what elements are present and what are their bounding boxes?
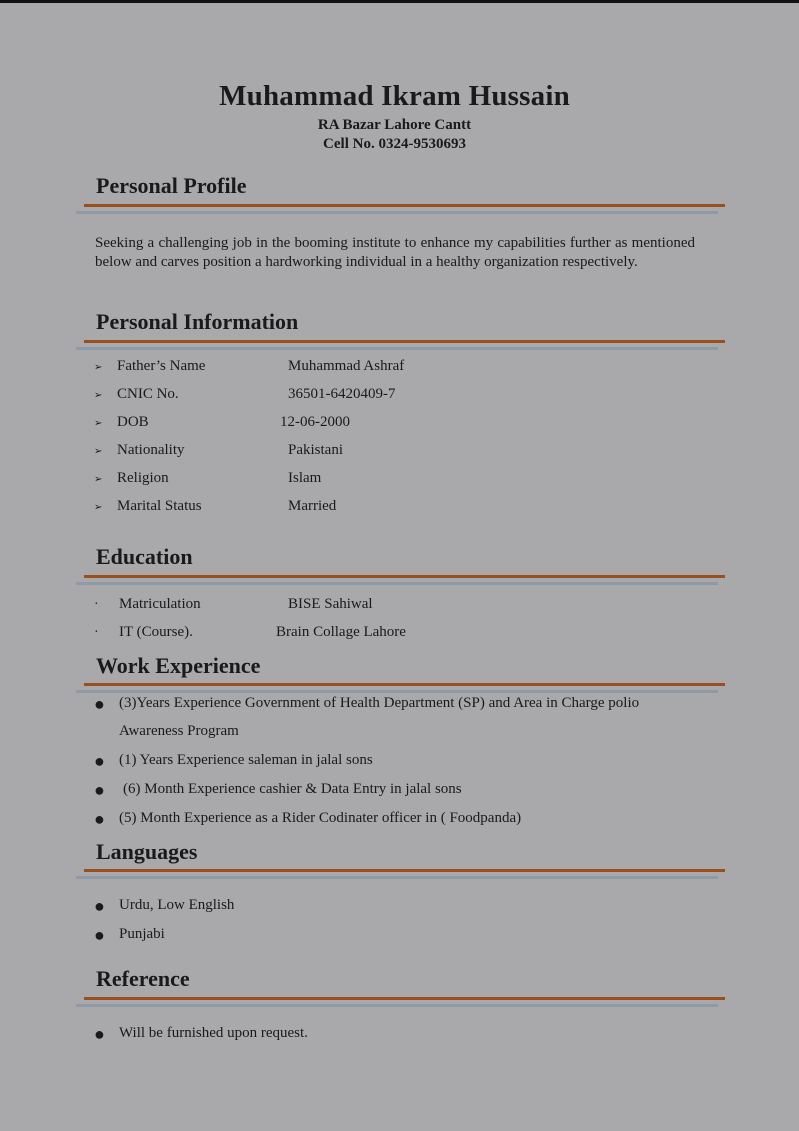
work-item-4 <box>0 810 799 830</box>
arrow-bullet-icon: ➢ <box>94 502 103 513</box>
section-rule-orange <box>84 869 725 872</box>
arrow-bullet-icon: ➢ <box>94 390 103 401</box>
info-value: Married <box>288 498 337 514</box>
section-rule-orange <box>84 204 725 207</box>
work-item-text: (3)Years Experience Government of Health Department (SP) and Area in Charge polio <box>119 695 640 711</box>
section-rule-orange <box>84 340 725 343</box>
reference-text: Will be furnished upon request. <box>119 1025 308 1041</box>
arrow-bullet-icon: ➢ <box>94 474 103 485</box>
education-row-matriculation <box>0 596 799 616</box>
language-item <box>0 897 799 917</box>
profile-summary: Seeking a challenging job in the booming institute to enhance my capabilities further as mentioned below and carves position a hardworking individual in a healthy organization respectively. <box>95 235 695 270</box>
section-heading-personal-information: Personal Information <box>96 309 299 334</box>
bullet-icon: ● <box>94 896 105 916</box>
small-dot-bullet-icon: · <box>94 625 99 640</box>
info-row-fathers-name <box>0 358 799 378</box>
info-value: 12-06-2000 <box>280 414 350 430</box>
applicant-name: Muhammad Ikram Hussain <box>219 80 570 112</box>
info-label: Religion <box>117 470 169 486</box>
info-label: DOB <box>117 414 149 430</box>
language-text: Urdu, Low English <box>119 897 235 913</box>
bullet-icon: ● <box>94 780 105 800</box>
cell-number-line: Cell No. 0324-9530693 <box>323 136 466 152</box>
section-rule-gray <box>76 876 718 879</box>
bullet-icon: ● <box>94 694 105 714</box>
work-item-text: (5) Month Experience as a Rider Codinater officer in ( Foodpanda) <box>119 810 522 826</box>
info-value: Pakistani <box>288 442 343 458</box>
work-item-2 <box>0 752 799 772</box>
info-value: Muhammad Ashraf <box>288 358 405 374</box>
info-row-dob <box>0 414 799 434</box>
reference-item <box>0 1025 799 1045</box>
language-item <box>0 926 799 946</box>
bullet-icon: ● <box>94 1024 105 1044</box>
section-heading-work-experience: Work Experience <box>96 653 261 678</box>
work-item-text: (6) Month Experience cashier & Data Entry in jalal sons <box>123 781 462 797</box>
education-label: IT (Course). <box>119 624 193 640</box>
work-item-3 <box>0 781 799 801</box>
section-rule-gray <box>76 582 718 585</box>
info-label: Marital Status <box>117 498 202 514</box>
info-label: Nationality <box>117 442 185 458</box>
info-row-marital-status <box>0 498 799 518</box>
section-heading-languages: Languages <box>96 839 198 864</box>
arrow-bullet-icon: ➢ <box>94 418 103 429</box>
section-rule-orange <box>84 575 725 578</box>
education-value: Brain Collage Lahore <box>276 624 406 640</box>
section-rule-orange <box>84 683 725 686</box>
bullet-icon: ● <box>94 809 105 829</box>
bullet-icon: ● <box>94 751 105 771</box>
info-value: Islam <box>288 470 322 486</box>
small-dot-bullet-icon: · <box>94 597 99 612</box>
work-item-text: (1) Years Experience saleman in jalal sons <box>119 752 373 768</box>
section-heading-personal-profile: Personal Profile <box>96 173 247 198</box>
info-label: CNIC No. <box>117 386 179 402</box>
section-rule-orange <box>84 997 725 1000</box>
info-row-cnic <box>0 386 799 406</box>
info-row-religion <box>0 470 799 490</box>
section-heading-education: Education <box>96 544 193 569</box>
section-heading-reference: Reference <box>96 966 190 991</box>
arrow-bullet-icon: ➢ <box>94 446 103 457</box>
section-rule-gray <box>76 211 718 214</box>
work-item-1 <box>0 695 799 715</box>
work-item-1-continuation: Awareness Program <box>119 723 239 739</box>
language-text: Punjabi <box>119 926 165 942</box>
info-row-nationality <box>0 442 799 462</box>
section-rule-gray <box>76 1004 718 1007</box>
education-value: BISE Sahiwal <box>288 596 373 612</box>
section-rule-gray <box>76 347 718 350</box>
education-label: Matriculation <box>119 596 201 612</box>
address-line: RA Bazar Lahore Cantt <box>317 117 472 133</box>
section-rule-gray <box>76 690 718 693</box>
arrow-bullet-icon: ➢ <box>94 362 103 373</box>
education-row-it-course <box>0 624 799 644</box>
info-label: Father’s Name <box>117 358 206 374</box>
info-value: 36501-6420409-7 <box>288 386 396 402</box>
bullet-icon: ● <box>94 925 105 945</box>
